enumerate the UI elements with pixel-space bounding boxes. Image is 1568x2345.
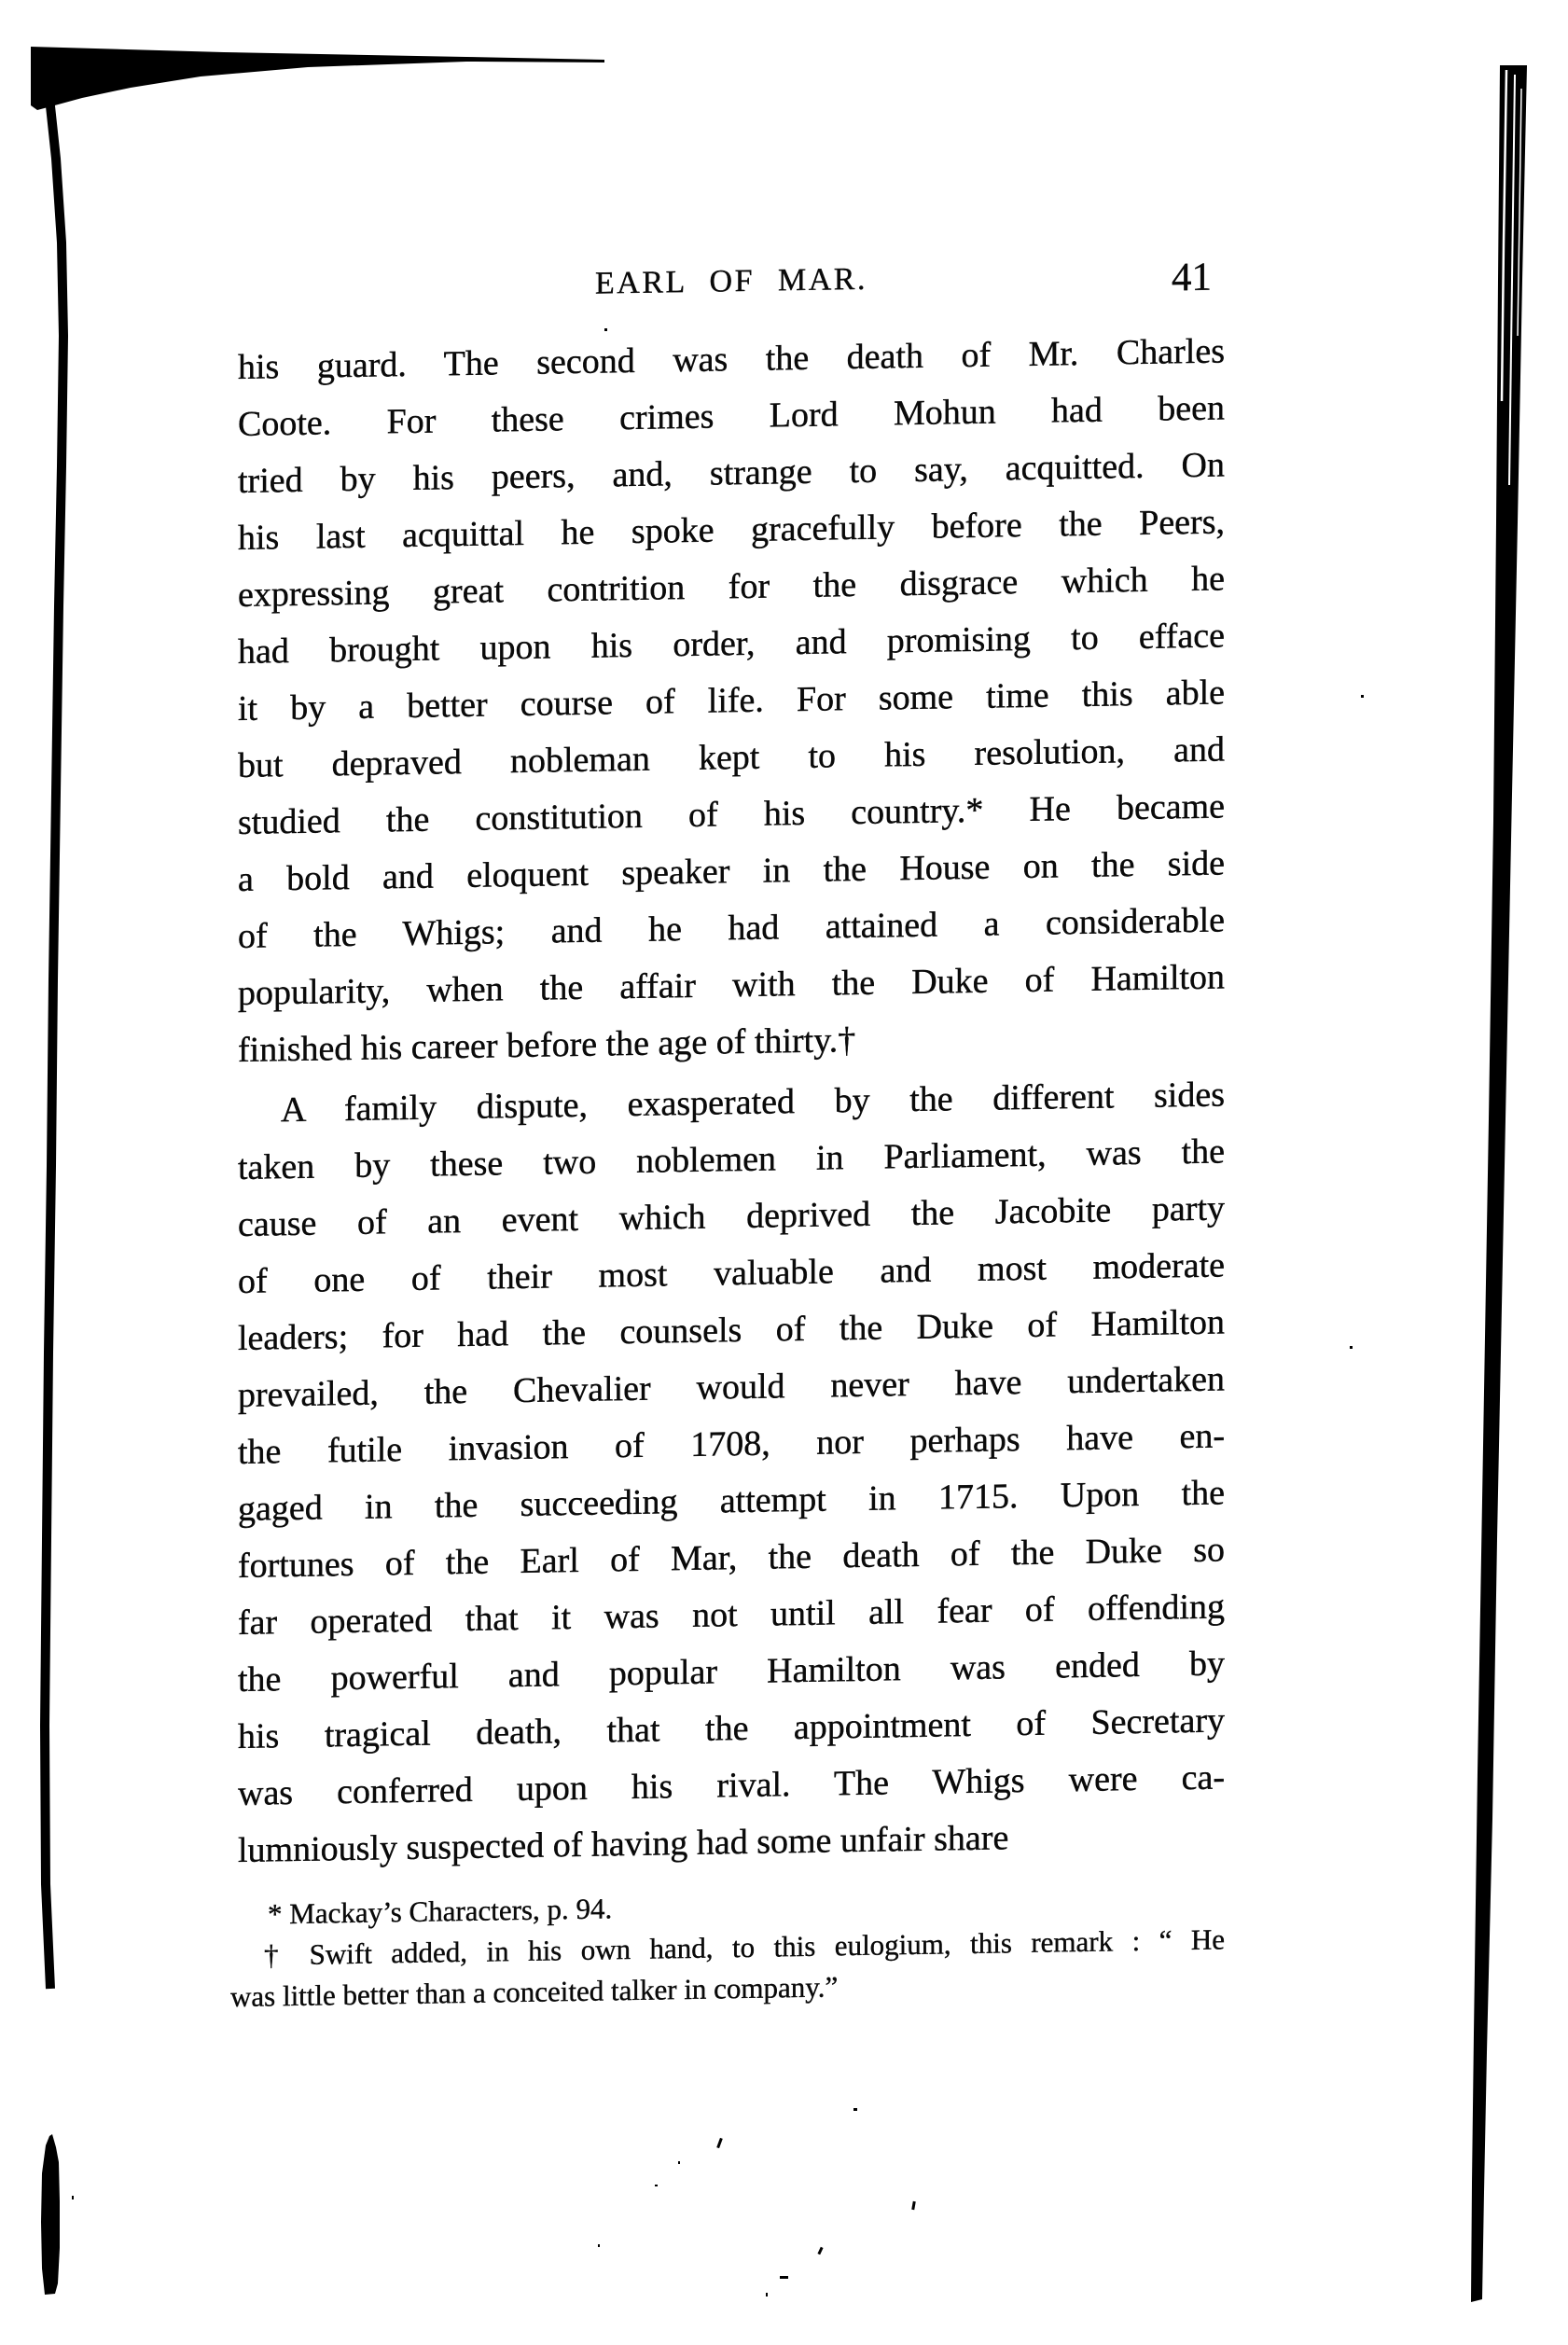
text-line: of the Whigs; and he had attained a considerable xyxy=(238,900,1225,956)
text-line: was conferred upon his rival. The Whigs were ca- xyxy=(238,1757,1225,1813)
text-line: far operated that it was not until all fear of offending xyxy=(238,1587,1225,1643)
gutter-blob-bottom-left xyxy=(41,2134,60,2295)
page-content xyxy=(230,244,1225,2018)
ink-speck xyxy=(598,2244,600,2247)
footnote-line: was little better than a conceited talker in company.” xyxy=(230,1970,839,2014)
ink-speck xyxy=(1361,695,1364,698)
text-line: tried by his peers, and, strange to say, acquitted. On xyxy=(238,445,1225,501)
paragraph-2 xyxy=(238,1066,1225,1880)
text-line: fortunes of the Earl of Mar, the death of the Duke so xyxy=(238,1530,1225,1586)
ink-speck xyxy=(780,2276,788,2279)
text-line: studied the constitution of his country.* He became xyxy=(238,786,1225,842)
footnote-line: * Mackay’s Characters, p. 94. xyxy=(268,1892,613,1931)
page-number: 41 xyxy=(1172,255,1212,300)
text-line: cause of an event which deprived the Jacobite party xyxy=(238,1188,1225,1244)
paragraph-1 xyxy=(238,323,1225,1079)
text-line: Coote. For these crimes Lord Mohun had been xyxy=(238,388,1225,444)
text-line: his last acquittal he spoke gracefully before the Peers, xyxy=(238,502,1225,558)
text-line: A family dispute, exasperated by the different sides xyxy=(281,1075,1225,1131)
ink-speck xyxy=(1350,1346,1353,1349)
text-line: taken by these two noblemen in Parliament, was the xyxy=(238,1131,1225,1187)
text-line: had brought upon his order, and promising to efface xyxy=(238,616,1225,672)
text-line: a bold and eloquent speaker in the House on the side xyxy=(238,843,1225,899)
text-line: it by a better course of life. For some time this able xyxy=(238,673,1225,728)
ink-speck xyxy=(655,2185,658,2186)
ink-speck xyxy=(766,2293,768,2296)
text-line: of one of their most valuable and most moderate xyxy=(238,1245,1225,1301)
text-line: lumniously suspected of having had some unfair share xyxy=(238,1818,1009,1870)
text-line: his guard. The second was the death of Mr. Charles xyxy=(238,331,1225,387)
text-line: popularity, when the affair with the Duke of Hamilton xyxy=(238,957,1225,1013)
text-line: the futile invasion of 1708, nor perhaps have en- xyxy=(238,1416,1225,1472)
text-line: gaged in the succeeding attempt in 1715. Upon the xyxy=(238,1473,1225,1529)
footnotes xyxy=(230,1878,1225,2018)
gutter-shadow-top-wedge xyxy=(31,47,604,110)
text-line: prevailed, the Chevalier would never have undertaken xyxy=(238,1359,1225,1415)
running-title: EARL OF MAR. xyxy=(595,261,867,301)
text-line: the powerful and popular Hamilton was ended by xyxy=(238,1644,1225,1700)
ink-speck xyxy=(72,2196,74,2199)
footnote-line: † Swift added, in his own hand, to this eulogium, this remark : “ He xyxy=(264,1922,1225,1972)
page-edge-band-right xyxy=(1471,65,1527,2302)
body-text xyxy=(238,323,1225,1880)
text-line: leaders; for had the counsels of the Duke of Hamilton xyxy=(238,1302,1225,1358)
text-line: expressing great contrition for the disgrace which he xyxy=(238,559,1225,615)
text-line: his tragical death, that the appointment of Secretary xyxy=(238,1700,1225,1756)
ink-speck xyxy=(678,2161,680,2164)
gutter-line-left xyxy=(45,89,63,1989)
text-line: finished his career before the age of thirty.† xyxy=(238,1020,856,1070)
text-line: but depraved nobleman kept to his resolution, and xyxy=(238,729,1225,785)
ink-speck xyxy=(853,2108,857,2111)
